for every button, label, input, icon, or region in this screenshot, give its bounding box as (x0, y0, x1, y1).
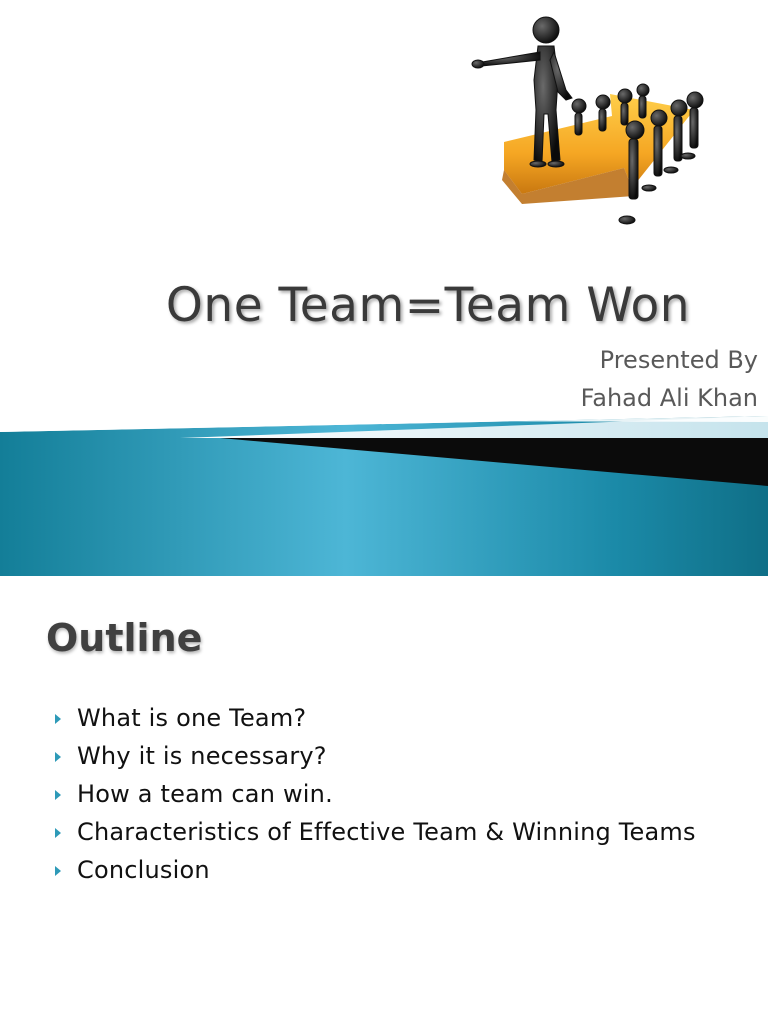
list-item-text: Conclusion (77, 856, 210, 884)
list-item (52, 739, 742, 773)
list-item-text: Why it is necessary? (77, 742, 327, 770)
triangle-bullet-icon (55, 866, 61, 876)
triangle-bullet-icon (55, 752, 61, 762)
list-item (52, 701, 742, 735)
list-item (52, 853, 742, 887)
outline-list (52, 701, 742, 891)
slide-title: One Team=Team Won (165, 278, 691, 333)
list-item (52, 815, 742, 849)
triangle-bullet-icon (55, 828, 61, 838)
leader-team-arrow-icon (462, 10, 722, 230)
list-item-text: How a team can win. (77, 780, 333, 808)
triangle-bullet-icon (55, 790, 61, 800)
outline-slide (0, 576, 768, 1024)
decorative-wave-bands (0, 414, 768, 576)
triangle-bullet-icon (55, 714, 61, 724)
presenter-label: Presented By (599, 346, 758, 374)
list-item-text: Characteristics of Effective Team & Winning Teams (77, 818, 696, 846)
list-item-text: What is one Team? (77, 704, 307, 732)
presenter-name: Fahad Ali Khan (580, 384, 758, 412)
list-item (52, 777, 742, 811)
outline-heading: Outline (46, 616, 203, 660)
